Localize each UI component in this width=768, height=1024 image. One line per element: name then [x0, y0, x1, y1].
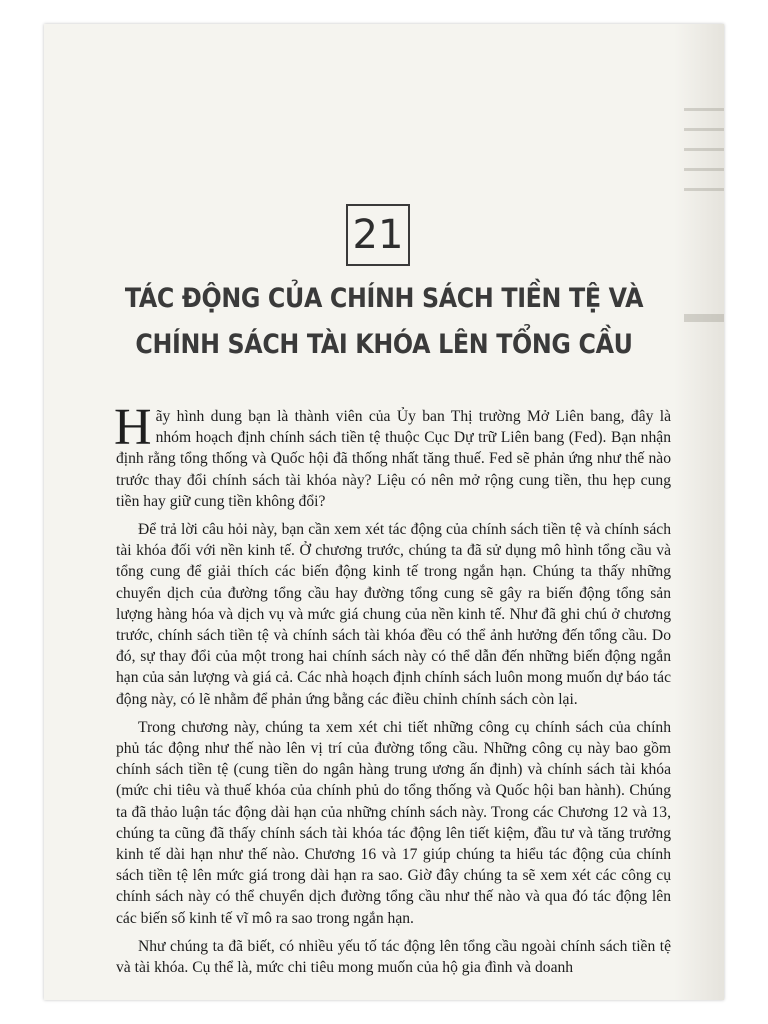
chapter-title-line-1: TÁC ĐỘNG CỦA CHÍNH SÁCH TIỀN TỆ VÀ [124, 283, 644, 314]
paragraph-1-text: ãy hình dung bạn là thành viên của Ủy ban Thị trường Mở Liên bang, đây là nhóm hoạch định chính sách tiền tệ thuộc Cục Dự trữ Liên bang (Fed). Bạn nhận định rằng tổng thống và Quốc hội đã thống nhất tăng thuế. Fed sẽ phản ứng như thế nào trước thay đổi chính sách tài khóa này? Liệu có nên mở rộng cung tiền, thu hẹp cung tiền hay giữ cung tiền không đổi? [116, 408, 671, 510]
paragraph-3: Trong chương này, chúng ta xem xét chi tiết những công cụ chính sách của chính phủ tác động như thế nào lên vị trí của đường tổng cầu. Những công cụ này bao gồm chính sách tiền tệ (cung tiền do ngân hàng trung ương ấn định) và chính sách tài khóa (mức chi tiêu và thuế khóa của chính phủ do tổng thống và Quốc hội ban hành). Chúng ta đã thảo luận tác động dài hạn của những chính sách này. Trong các Chương 12 và 13, chúng ta cũng đã thấy chính sách tài khóa tác động lên tiết kiệm, đầu tư và tăng trưởng kinh tế dài hạn như thế nào. Chương 16 và 17 giúp chúng ta hiểu tác động của chính sách tiền tệ lên mức giá trong dài hạn ra sao. Giờ đây chúng ta sẽ xem xét các công cụ chính sách này có thể chuyển dịch đường tổng cầu như thế nào và qua đó tác động lên các biến số kinh tế vĩ mô ra sao trong ngắn hạn. [116, 718, 671, 927]
bleed-line [684, 148, 724, 151]
chapter-title-line-2: CHÍNH SÁCH TÀI KHÓA LÊN TỔNG CẦU [135, 329, 633, 360]
bleed-line [684, 188, 724, 191]
chapter-title [102, 276, 665, 368]
bleed-line [684, 314, 724, 322]
book-page [44, 24, 724, 1000]
paragraph-4: Như chúng ta đã biết, có nhiều yếu tố tác động lên tổng cầu ngoài chính sách tiền tệ và tài khóa. Cụ thể là, mức chi tiêu mong muốn của hộ gia đình và doanh [116, 937, 671, 977]
paragraph-1 [114, 399, 671, 512]
bleed-line [684, 108, 724, 111]
chapter-number: 21 [346, 204, 410, 266]
paragraph-2: Để trả lời câu hỏi này, bạn cần xem xét tác động của chính sách tiền tệ và chính sách tài khóa đối với nền kinh tế. Ở chương trước, chúng ta đã sử dụng mô hình tổng cầu và tổng cung để giải thích các biến động kinh tế trong ngắn hạn. Chúng ta thấy những chuyển dịch của đường tổng cầu hay đường tổng cung sẽ gây ra biến động tổng sản lượng hàng hóa và dịch vụ và mức giá chung của nền kinh tế. Như đã ghi chú ở chương trước, chính sách tiền tệ và chính sách tài khóa đều có thể ảnh hưởng đến tổng cầu. Do đó, sự thay đổi của một trong hai chính sách này có thể dẫn đến những biến động ngắn hạn của sản lượng và giá cả. Các nhà hoạch định chính sách luôn mong muốn dự báo tác động này, có lẽ nhằm để phản ứng bằng các điều chỉnh chính sách còn lại. [116, 521, 671, 708]
bleed-line [684, 128, 724, 131]
chapter-body [114, 399, 671, 985]
drop-cap: H [114, 399, 152, 456]
bleed-line [684, 168, 724, 171]
